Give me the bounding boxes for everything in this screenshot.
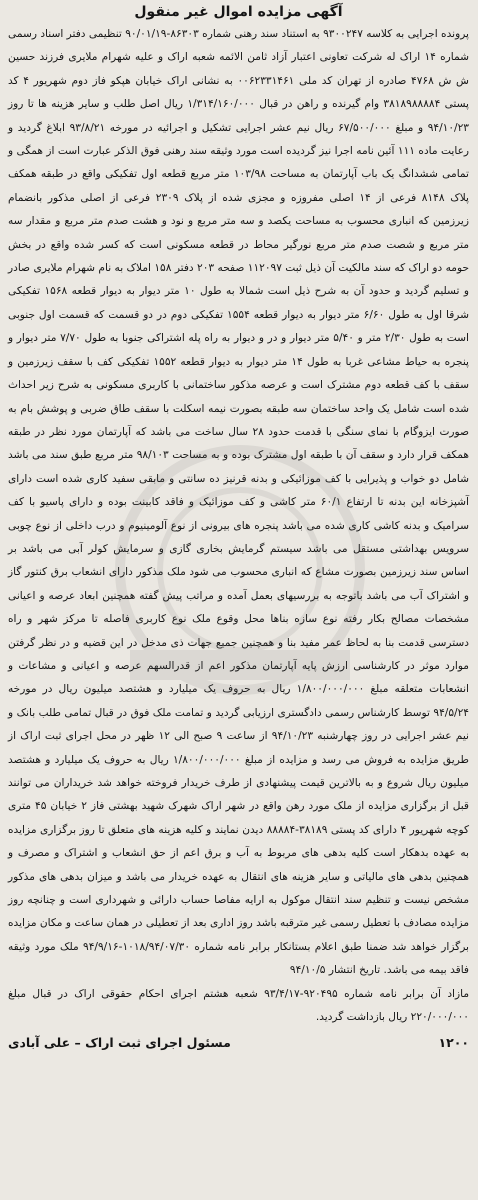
notice-paragraph-surplus: مازاد آن برابر نامه شماره ۹۲۰۴۹۵-۹۳/۴/۱۷ شعبه هشتم اجرای احکام حقوقی اراک در قبال مبلغ ۲۲۰/۰۰۰/۰۰۰ ریال بازداشت گردید.	[8, 987, 469, 1024]
notice-body	[8, 23, 469, 1029]
notice-title: آگهی مزایده اموال غیر منقول	[134, 4, 343, 20]
notice-footer	[8, 1033, 469, 1053]
notice-paragraph-main: پرونده اجرایی به کلاسه ۹۳۰۰۲۴۷ به استناد سند رهنی شماره ۸۶۳۰۳-۹۰/۰۱/۱۹ تنظیمی دفتر اسناد رسمی شماره ۱۴ اراک له شرکت تعاونی اعتبار آزاد ثامن الائمه شعبه اراک و علیه شهرام ملایری فرزند حسین ش ش ۴۷۶۸ صادره از تهران کد ملی ۰۰۶۲۳۳۱۴۶۱ به نشانی اراک خیابان هپکو فاز دوم شهریور ۴ کد پستی ۳۸۱۸۹۸۸۸۸۴ وام گیرنده و راهن در قبال ۱/۳۱۴/۱۶۰/۰۰۰ ریال اصل طلب و سایر هزینه ها تا روز ۹۴/۱۰/۲۳ و مبلغ ۶۷/۵۰۰/۰۰۰ ریال نیم عشر اجرایی تشکیل و اجرائیه در مورخه ۹۳/۸/۲۱ ابلاغ گردید و رعایت ماده ۱۱۱ آئین نامه اجرا نیز گردیده است مورد وثیقه سند رهنی فوق الذکر عبارت است از همگی و تمامی ششدانگ یک باب آپارتمان به مساحت ۱۰۳/۹۸ متر مربع قطعه اول تفکیکی واقع در طبقه همکف پلاک ۸۱۴۸ فرعی از ۱۴ اصلی مفروزه و مجزی شده از پلاک ۲۳۰۹ فرعی از اصلی مذکور بانضمام زیرزمین که انباری محسوب به مساحت یکصد و سه متر مربع و نود و هشت صدم متر مربع و مقدار سه متر مربع و شصت صدم متر مربع نورگیر محاط در قطعه مسکونی است که کسر شده واقع در بخش حومه دو اراک که سند مالکیت آن ذیل ثبت ۱۱۲۰۹۷ صفحه ۲۰۳ دفتر ۱۵۸ املاک به نام شهرام ملایری صادر و تسلیم گردید و حدود آن به شرح ذیل است شمالا به طول ۱۰ متر دیوار به دیوار قطعه ۱۵۶۸ تفکیکی شرقا اول به طول ۶/۶۰ متر دیوار به دیوار قطعه ۱۵۵۴ تفکیکی دوم در دو قسمت که قسمت اول جنوبی است به طول ۲/۳۰ متر و ۵/۴۰ متر دیوار و در و دیوار به راه پله اشتراکی جنوبا به طول ۷/۷۰ متر دیوار و پنجره به حیاط مشاعی غربا به طول ۱۴ متر دیوار به دیوار قطعه ۱۵۵۲ تفکیکی کف با سقف زیرزمین و سقف با کف قطعه دوم مشترک است و عرصه مذکور ساختمانی با کاربری مسکونی به شرح زیر احداث شده است شامل یک واحد ساختمان سه طبقه بصورت نیمه اسکلت با سقف طاق ضربی و پوشش بام به صورت ایزوگام با نمای سنگی با قدمت حدود ۲۸ سال ساخت می باشد که آپارتمان مورد نظر در طبقه همکف قرار دارد و سقف آن با طبقه اول مشترک بوده و به مساحت ۹۸/۱۰۳ متر مربع طبق سند می باشد شامل دو خواب و پذیرایی با کف موزائیکی و بدنه قرنیز ده سانتی و مابقی سفید کاری شده است دارای آشپزخانه این بدنه تا ارتفاع ۶۰/۱ متر کاشی و کف موزائیک و فاقد کابینت بوده و دارای پاسیو با کف سرامیک و بدنه کاشی کاری شده می باشد پنجره های بیرونی از نوع آلومینیوم و درب داخلی از نوع چوبی سرویس بهداشتی مستقل می باشد سیستم گرمایش بخاری گازی و سرمایش کولر آبی می باشد بر اساس سند زیرزمین بصورت مشاع که انباری محسوب می شود ملک مذکور دارای انشعاب برق کنتور گاز و اشتراک آب می باشد باتوجه به بررسیهای بعمل آمده و مراتب پیش گفته همچنین ابعاد عرصه و اعیانی مشخصات مصالح بکار رفته نوع سازه بناها محل وقوع ملک نوع کاربری فاصله تا مرکز شهر و راه دسترسی قدمت بنا به لحاظ عمر مفید بنا و همچنین جمیع جهات ذی مدخل در این قضیه و در نظر گرفتن موارد موثر در کارشناسی ارزش پایه آپارتمان مذکور اعم از قدرالسهم عرصه و اعیانی و مشاعات و انشعابات متعلقه مبلغ ۱/۸۰۰/۰۰۰/۰۰۰ ریال به حروف یک میلیارد و هشتصد میلیون ریال در مورخه ۹۴/۵/۲۴ توسط کارشناس رسمی دادگستری ارزیابی گردید و تمامت ملک فوق در قبال تمامی طلب بانک و نیم عشر اجرایی در روز چهارشنبه ۹۴/۱۰/۲۳ از ساعت ۹ صبح الی ۱۲ ظهر در محل اجرای ثبت اراک از طریق مزایده به فروش می رسد و مزایده از مبلغ ۱/۸۰۰/۰۰۰/۰۰۰ ریال به حروف یک میلیارد و هشتصد میلیون ریال شروع و به بالاترین قیمت پیشنهادی از طرف خریدار فروخته خواهد شد خریداران می توانند قبل از برگزاری مزایده از ملک مورد رهن واقع در شهر اراک شهرک شهید بهشتی فاز ۲ خیابان ۴۵ متری کوچه شهریور ۴ دارای کد پستی ۳۸۱۸۹-۸۸۸۸۴ دیدن نمایند و کلیه هزینه های متعلق تا روز برگزاری مزایده به عهده بدهکار است کلیه بدهی های مربوط به آب و برق اعم از حق انشعاب و اشتراک و مصرف و همچنین بدهی های مالیاتی و سایر هزینه های انتقال به عهده خریدار می باشد و میزان بدهی های مذکور مشخص نیست و تنظیم سند انتقال موکول به ارایه مفاصا حساب دارائی و شهرداری است و چنانچه روز مزایده مصادف با تعطیل رسمی غیر مترقبه باشد روز اداری بعد از تعطیلی در همان ساعت و مکان مزایده برگزار خواهد شد ضمنا طبق اعلام بستانکار برابر نامه شماره ۱۰۱۸/۹۴/۰۷/۳۰-۹۴/۹/۱۶ ملک مورد وثیقه فاقد بیمه می باشد. تاریخ انتشار ۹۴/۱۰/۵	[8, 28, 470, 977]
notice-code: ۱۲۰۰	[438, 1035, 469, 1051]
notice-signature: مسئول اجرای ثبت اراک – علی آبادی	[8, 1035, 231, 1051]
